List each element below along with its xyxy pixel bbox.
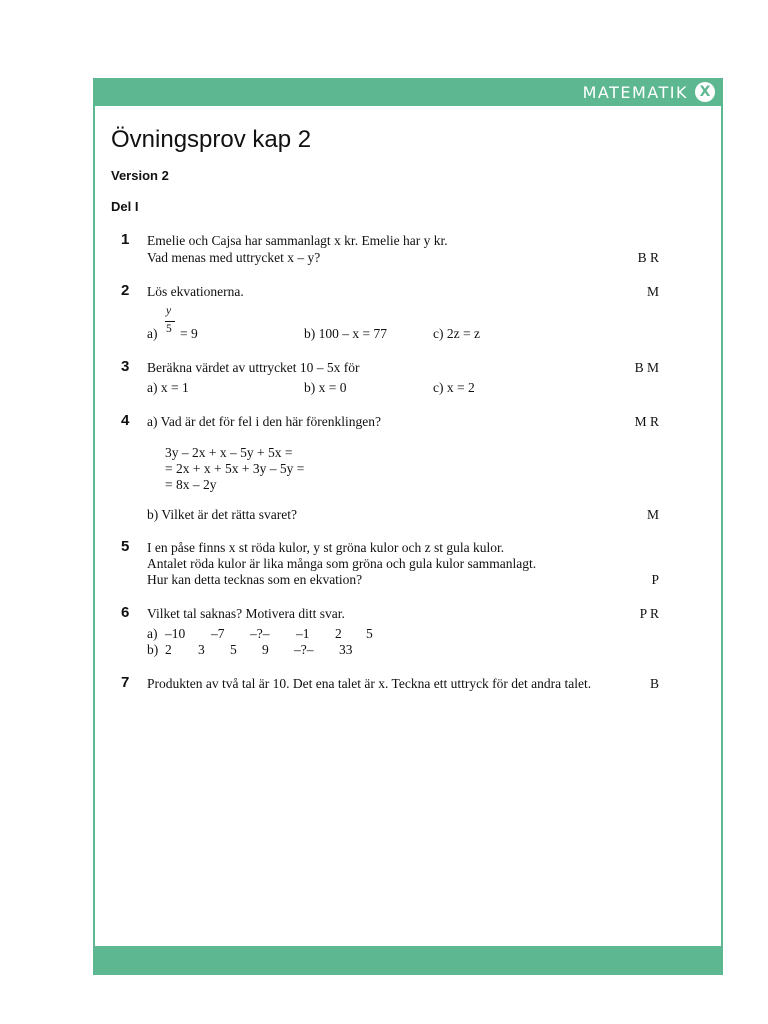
question-number: 6 [121,604,130,621]
page-title: Övningsprov kap 2 [111,126,312,153]
sequence-term: 5 [366,626,373,641]
question-text: Vad menas med uttrycket x – y? [147,250,321,265]
competence-tags: B R [637,250,659,265]
sequence-term: –?– [250,626,270,641]
sub-item-a: a) x = 1 [147,380,189,395]
sub-equation-b: b) 100 – x = 77 [304,326,387,341]
sequence-term: 5 [230,642,237,657]
competence-tags: B M [634,360,659,375]
question-text: Antalet röda kulor är lika många som gröna och gula kulor sammanlagt. [147,556,537,571]
part-label: Del I [111,199,139,214]
question-number: 2 [121,282,130,299]
question-number: 7 [121,674,130,691]
sub-equation-c: c) 2z = z [433,326,480,341]
sub-equation-a: = 9 [180,326,198,341]
sub-item-c: c) x = 2 [433,380,475,395]
sequence-term: 3 [198,642,205,657]
competence-tags: M R [634,414,659,429]
work-line: = 2x + x + 5x + 3y – 5y = [165,461,305,476]
question-number: 5 [121,538,130,555]
question-text: Lös ekvationerna. [147,284,244,299]
competence-tags: M [646,284,659,299]
work-line: 3y – 2x + x – 5y + 5x = [165,445,293,460]
sequence-term: 33 [339,642,353,657]
competence-tags: B [649,676,659,691]
work-line: = 8x – 2y [165,477,217,492]
footer-bar [95,946,721,975]
fraction-denominator: 5 [166,323,172,335]
sub-question-a: a) Vad är det för fel i den här förenklingen? [147,414,382,429]
version-label: Version 2 [111,168,169,183]
question-text: Emelie och Cajsa har sammanlagt x kr. Emelie har y kr. [147,233,448,248]
brand-x-icon: X [695,82,715,102]
competence-tags: M [646,507,659,522]
question-number: 1 [121,231,130,248]
sequence-term: –7 [211,626,225,641]
sequence-term: 2 [165,642,172,657]
question-text: Vilket tal saknas? Motivera ditt svar. [147,606,345,621]
sequence-label-b: b) [147,642,159,657]
question-text: Produkten av två tal är 10. Det ena talet är x. Teckna ett uttryck för det andra talet. [147,676,592,691]
sequence-term: –10 [165,626,186,641]
sub-question-b: b) Vilket är det rätta svaret? [147,507,297,522]
header-bar [95,78,721,106]
question-text: I en påse finns x st röda kulor, y st gröna kulor och z st gula kulor. [147,540,505,555]
question-text: Beräkna värdet av uttrycket 10 – 5x för [147,360,360,375]
worksheet-page [93,78,723,975]
sub-item-b: b) x = 0 [304,380,347,395]
sequence-term: –?– [294,642,314,657]
sub-label-a: a) [147,326,158,341]
competence-tags: P [651,572,659,587]
fraction-bar [165,321,175,322]
brand-logo [583,81,715,103]
brand-name: MATEMATIK [582,82,688,102]
sequence-term: –1 [296,626,310,641]
question-number: 3 [121,358,130,375]
sequence-term: 2 [335,626,342,641]
question-number: 4 [121,412,130,429]
competence-tags: P R [639,606,659,621]
fraction-numerator: y [166,305,172,317]
sequence-label-a: a) [147,626,158,641]
sequence-term: 9 [262,642,269,657]
question-text: Hur kan detta tecknas som en ekvation? [147,572,363,587]
